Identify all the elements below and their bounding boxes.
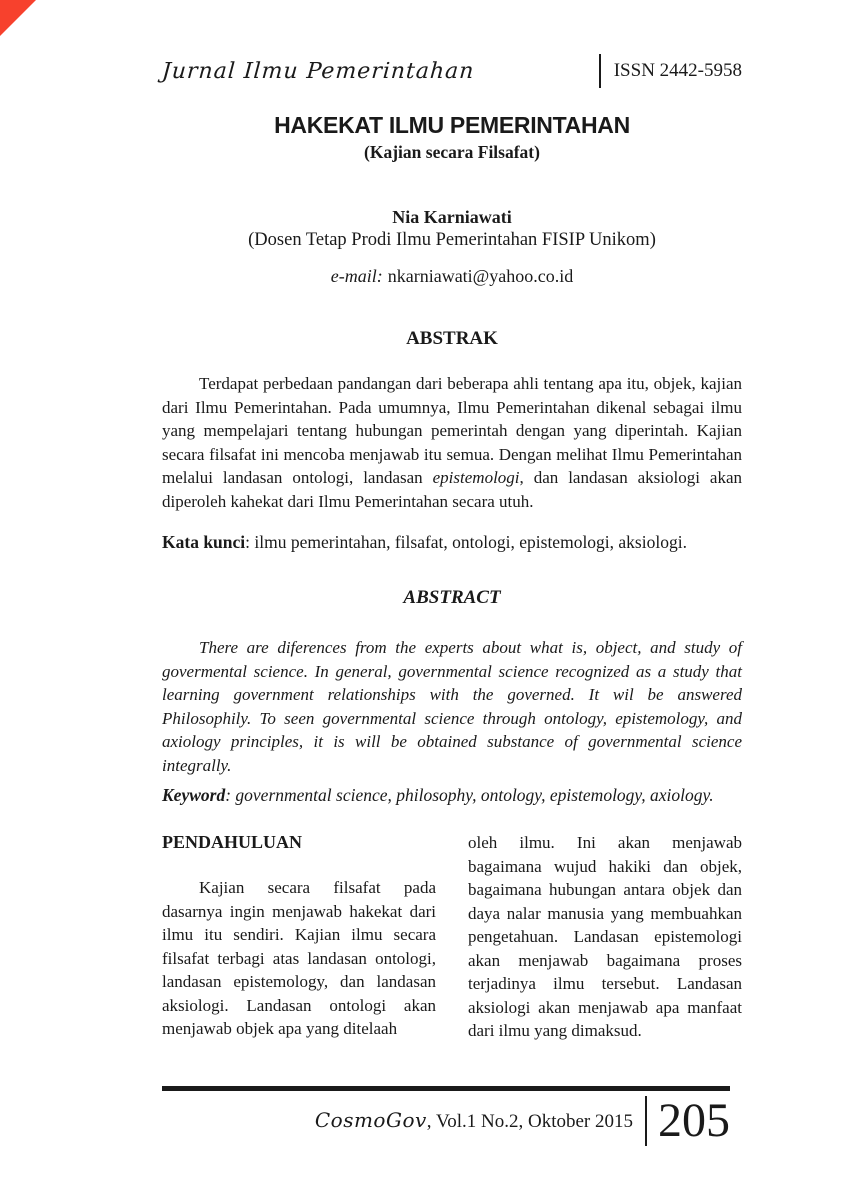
abstract-heading: ABSTRACT xyxy=(403,587,501,608)
footer-citation xyxy=(315,1108,633,1133)
abstrak-heading: ABSTRAK xyxy=(406,328,498,349)
journal-name: Jurnal Ilmu Pemerintahan xyxy=(161,58,476,84)
author-email-line xyxy=(162,265,742,288)
abstrak-text-1: Terdapat perbedaan pandangan dari beberapa ahli tentang apa itu, objek, kajian dari Ilmu Pemerintahan. Pada umumnya, Ilmu Pemerintahan dikenal sebagai ilmu yang mempelajari tentang hubungan pemerintah dengan yang diperintah. Kajian secara filsafat ini mencoba menjawab itu semua. Dengan melihat Ilmu Pemerintahan melalui landasan ontologi, landasan xyxy=(162,374,742,487)
red-corner-triangle-icon xyxy=(0,0,36,36)
email-address: nkarniawati@yahoo.co.id xyxy=(387,266,574,286)
section-heading-pendahuluan: PENDAHULUAN xyxy=(162,832,303,852)
footer-divider xyxy=(645,1096,647,1146)
title-block xyxy=(162,112,742,164)
author-affiliation: (Dosen Tetap Prodi Ilmu Pemerintahan FISIP Unikom) xyxy=(248,230,656,250)
abstrak-text-2: , dan landasan aksiologi akan diperoleh kahekat dari Ilmu Pemerintahan secara utuh. xyxy=(162,468,742,511)
page-header xyxy=(162,54,742,88)
page-footer xyxy=(162,1086,730,1146)
paper-title: HAKEKAT ILMU PEMERINTAHAN xyxy=(274,112,630,138)
abstract-paragraph: There are diferences from the experts about what is, object, and study of govermental science. In general, governmental science recognized as a study that learning government relationships with the governed. It wil be answered Philosophily. To seen governmental science through ontology, epistemology, and axiology principles, it is will be obtained substance of governmental science integrally. xyxy=(162,638,742,775)
abstrak-paragraph xyxy=(162,372,742,513)
author-block xyxy=(162,206,742,288)
body-columns xyxy=(162,831,742,1043)
left-column-paragraph: Kajian secara filsafat pada dasarnya ingin menjawab hakekat dari ilmu itu sendiri. Kajian ilmu secara filsafat terbagi atas landasan ontologi, landasan epistemology, dan landasan aksiologi. Landasan ontologi akan menjawab objek apa yang ditelaah xyxy=(162,878,436,1038)
author-name: Nia Karniawati xyxy=(392,207,512,227)
keyword-list: : governmental science, philosophy, ontology, epistemology, axiology. xyxy=(225,785,714,805)
keyword-line xyxy=(162,784,742,807)
paper-subtitle: (Kajian secara Filsafat) xyxy=(364,142,540,162)
right-column-paragraph: oleh ilmu. Ini akan menjawab bagaimana wujud hakiki dan objek, bagaimana hubungan antara objek dan daya nalar manusia yang membuahkan pengetahuan. Landasan epistemologi akan menjawab bagaimana proses terjadinya ilmu tersebut. Landasan aksiologi akan menjawab apa manfaat dari ilmu yang dimaksud. xyxy=(468,833,742,1040)
footer-rule xyxy=(162,1086,730,1091)
keyword-label: Keyword xyxy=(162,785,226,805)
issn-number: ISSN 2442-5958 xyxy=(613,60,742,81)
footer-citation-row xyxy=(162,1093,730,1147)
abstrak-text-italic: epistemologi xyxy=(432,468,520,487)
issn-group xyxy=(599,54,742,88)
footer-issue-info: , Vol.1 No.2, Oktober 2015 xyxy=(426,1111,633,1132)
kata-kunci-label: Kata kunci xyxy=(162,532,246,552)
abstrak-paragraph-block xyxy=(162,372,742,513)
kata-kunci-list: : ilmu pemerintahan, filsafat, ontologi, epistemologi, aksiologi. xyxy=(245,532,687,552)
left-column xyxy=(162,831,436,1043)
header-divider xyxy=(599,54,601,88)
kata-kunci-line xyxy=(162,531,742,554)
footer-journal-name: CosmoGov xyxy=(314,1108,427,1132)
email-label: e-mail: xyxy=(330,266,383,286)
right-column xyxy=(468,831,742,1043)
abstract-paragraph-block xyxy=(162,636,742,777)
page-number: 205 xyxy=(658,1093,730,1147)
